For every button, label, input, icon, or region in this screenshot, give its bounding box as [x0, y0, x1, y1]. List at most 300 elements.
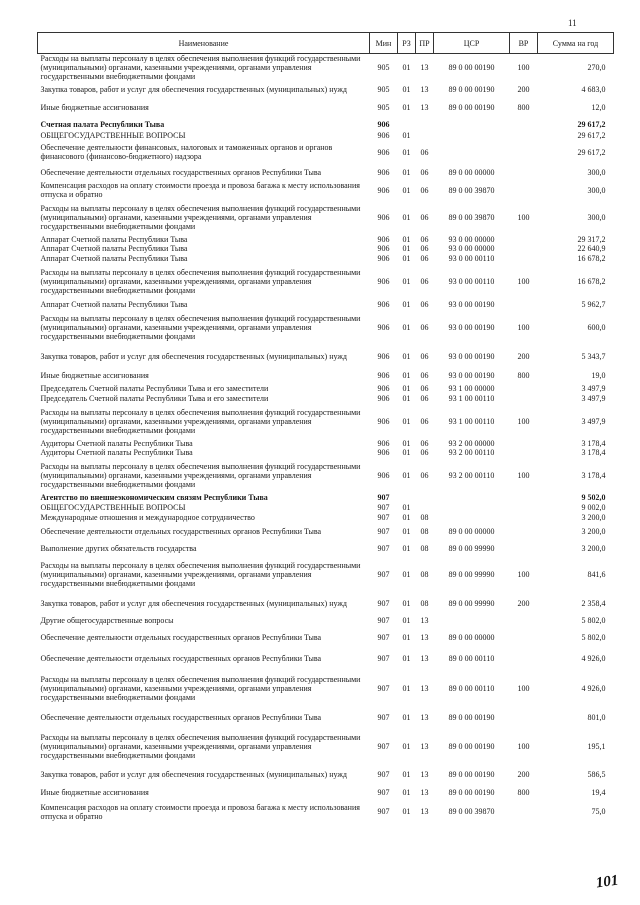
cell-min: 907: [377, 493, 390, 502]
cell-csr: 89 0 00 00000: [448, 168, 495, 177]
cell-min: 906: [377, 147, 390, 157]
cell-sum: 9 502,0: [581, 493, 606, 502]
cell-name: Обеспечение деятельности отдельных государственных органов Республики Тыва: [40, 632, 322, 642]
cell-csr: 89 0 00 99990: [448, 599, 495, 608]
cell-vr: [510, 164, 538, 181]
cell-csr: 89 0 00 39870: [448, 807, 495, 816]
cell-vr: [510, 181, 538, 199]
table-row: [38, 493, 614, 502]
cell-vr: 100: [517, 212, 530, 222]
cell-pr: 06: [420, 384, 429, 393]
table-row: [38, 263, 614, 299]
cell-vr: [510, 647, 538, 670]
cell-pr: 08: [420, 543, 429, 553]
cell-name: Расходы на выплаты персоналу в целях обеспечения выполнения функций государственными (муниципальными) органами, казенными учреждениями, органами управления государственными внебюджетными фондами: [40, 203, 361, 231]
cell-pr: 13: [420, 769, 429, 779]
cell-sum: 3 178,4: [581, 439, 606, 448]
cell-sum: 12,0: [591, 103, 606, 112]
cell-csr: 89 0 00 00190: [448, 63, 495, 72]
cell-pr: 13: [420, 63, 429, 72]
cell-csr: 89 0 00 00190: [448, 103, 495, 112]
cell-min: 906: [377, 439, 390, 448]
cell-vr: 100: [517, 684, 530, 693]
cell-name: Иные бюджетные ассигнования: [40, 788, 149, 797]
cell-name: Агентство по внешнеэкономическим связям Республики Тыва: [40, 493, 268, 502]
cell-csr: 93 0 00 00110: [448, 253, 495, 263]
table-header-row: [38, 33, 614, 54]
cell-rz: 01: [402, 63, 411, 72]
table-row: [38, 253, 614, 263]
cell-csr: 89 0 00 39870: [448, 212, 495, 222]
table-row: [38, 439, 614, 448]
cell-sum: 75,0: [591, 807, 606, 816]
cell-csr: [434, 117, 510, 131]
cell-pr: 13: [420, 103, 429, 112]
cell-pr: 08: [420, 526, 429, 536]
table-body: [38, 54, 614, 823]
cell-vr: [510, 493, 538, 502]
cell-rz: 01: [402, 212, 411, 222]
cell-pr: [416, 502, 434, 512]
cell-min: 906: [377, 235, 390, 244]
cell-vr: [510, 299, 538, 309]
cell-rz: 01: [402, 788, 411, 797]
table-row: [38, 299, 614, 309]
cell-vr: [510, 383, 538, 394]
table-row: [38, 614, 614, 627]
cell-csr: 93 0 00 00190: [448, 370, 495, 380]
cell-sum: 5 962,7: [581, 299, 606, 309]
cell-rz: 01: [402, 807, 411, 816]
cell-vr: 800: [517, 788, 530, 797]
cell-csr: 89 0 00 00000: [448, 526, 495, 536]
cell-min: 907: [377, 570, 390, 579]
cell-csr: 93 0 00 00190: [448, 351, 495, 361]
table-row: [38, 764, 614, 784]
table-row: [38, 728, 614, 764]
cell-csr: 89 0 00 00190: [448, 741, 495, 751]
cell-min: 906: [377, 119, 390, 129]
cell-csr: 89 0 00 99990: [448, 543, 495, 553]
cell-vr: 200: [517, 85, 530, 94]
cell-pr: [416, 117, 434, 131]
cell-pr: 06: [420, 168, 429, 177]
cell-sum: 29 317,2: [577, 235, 606, 244]
table-row: [38, 117, 614, 131]
cell-sum: 9 002,0: [581, 502, 606, 512]
cell-pr: 06: [420, 244, 429, 253]
cell-name: Расходы на выплаты персоналу в целях обеспечения выполнения функций государственными (муниципальными) органами, казенными учреждениями, органами управления государственными внебюджетными фондами: [40, 54, 361, 81]
cell-min: 905: [377, 103, 390, 112]
cell-vr: 100: [517, 276, 530, 286]
cell-csr: 93 2 00 00000: [448, 439, 495, 448]
cell-name: Аппарат Счетной палаты Республики Тыва: [40, 253, 188, 263]
cell-min: 907: [377, 788, 390, 797]
cell-name: Обеспечение деятельности финансовых, налоговых и таможенных органов и органов финансового (финансово-бюджетного) надзора: [40, 143, 333, 161]
cell-pr: 13: [420, 788, 429, 797]
cell-pr: 08: [420, 570, 429, 579]
cell-sum: 29 617,2: [577, 119, 606, 129]
cell-name: Обеспечение деятельности отдельных государственных органов Республики Тыва: [40, 713, 322, 722]
header-rz: РЗ: [398, 33, 416, 54]
cell-min: 907: [377, 526, 390, 536]
cell-sum: 19,0: [591, 370, 606, 380]
cell-pr: 13: [420, 684, 429, 693]
cell-sum: 16 678,2: [577, 253, 606, 263]
cell-rz: 01: [402, 235, 411, 244]
cell-sum: 3 497,9: [581, 416, 606, 426]
cell-min: 907: [377, 769, 390, 779]
cell-rz: 01: [402, 384, 411, 393]
cell-vr: [510, 512, 538, 522]
cell-min: 905: [377, 63, 390, 72]
cell-vr: 100: [517, 570, 530, 579]
cell-sum: 2 358,4: [581, 599, 606, 608]
cell-vr: [510, 117, 538, 131]
cell-pr: 06: [420, 370, 429, 380]
cell-rz: 01: [402, 299, 411, 309]
cell-vr: 100: [517, 322, 530, 332]
cell-pr: 13: [420, 632, 429, 642]
cell-pr: 06: [420, 416, 429, 426]
cell-min: 907: [377, 512, 390, 522]
cell-vr: 100: [517, 741, 530, 751]
cell-min: 906: [377, 416, 390, 426]
cell-min: 905: [377, 85, 390, 94]
cell-name: Закупка товаров, работ и услуг для обеспечения государственных (муниципальных) нужд: [40, 599, 347, 608]
cell-vr: [510, 801, 538, 822]
cell-csr: 93 2 00 00110: [448, 448, 495, 457]
cell-min: 907: [377, 502, 390, 512]
cell-min: 906: [377, 322, 390, 332]
table-row: [38, 345, 614, 367]
cell-sum: 5 802,0: [581, 616, 606, 625]
cell-name: Аудиторы Счетной палаты Республики Тыва: [40, 448, 193, 457]
cell-sum: 3 497,9: [581, 394, 606, 403]
cell-rz: 01: [402, 654, 411, 663]
cell-min: 906: [377, 470, 390, 480]
table-row: [38, 540, 614, 556]
table-row: [38, 199, 614, 235]
cell-rz: 01: [402, 741, 411, 751]
cell-name: Аппарат Счетной палаты Республики Тыва: [40, 244, 188, 253]
cell-vr: [510, 235, 538, 244]
cell-csr: 89 0 00 00190: [448, 788, 495, 797]
cell-min: 907: [377, 741, 390, 751]
cell-sum: 29 617,2: [577, 147, 606, 157]
cell-min: 906: [377, 448, 390, 457]
cell-rz: 01: [402, 244, 411, 253]
table-row: [38, 593, 614, 614]
cell-name: Обеспечение деятельности отдельных государственных органов Республики Тыва: [40, 526, 322, 536]
cell-pr: 13: [420, 616, 429, 625]
cell-vr: [510, 394, 538, 403]
table-row: [38, 54, 614, 82]
cell-csr: [434, 614, 510, 627]
cell-rz: 01: [402, 599, 411, 608]
cell-csr: 93 0 00 00190: [448, 322, 495, 332]
cell-rz: 01: [402, 147, 411, 157]
cell-csr: 89 0 00 99990: [448, 570, 495, 579]
cell-pr: 13: [420, 654, 429, 663]
table-row: [38, 244, 614, 253]
cell-sum: 5 802,0: [581, 632, 606, 642]
cell-rz: 01: [402, 616, 411, 625]
cell-pr: 06: [420, 299, 429, 309]
table-row: [38, 522, 614, 540]
cell-name: Расходы на выплаты персоналу в целях обеспечения выполнения функций государственными (муниципальными) органами, казенными учреждениями, органами управления государственными внебюджетными фондами: [40, 313, 361, 341]
cell-name: Аппарат Счетной палаты Республики Тыва: [40, 299, 188, 309]
cell-min: 907: [377, 684, 390, 693]
cell-csr: [434, 512, 510, 522]
cell-min: 906: [377, 168, 390, 177]
cell-rz: 01: [402, 394, 411, 403]
cell-pr: 06: [420, 439, 429, 448]
table-row: [38, 98, 614, 117]
cell-rz: 01: [402, 370, 411, 380]
budget-table: [37, 32, 614, 822]
cell-vr: 100: [517, 470, 530, 480]
cell-pr: 13: [420, 85, 429, 94]
cell-csr: 89 0 00 00110: [448, 684, 495, 693]
cell-min: 906: [377, 244, 390, 253]
cell-vr: 100: [517, 63, 530, 72]
cell-rz: 01: [402, 85, 411, 94]
cell-min: 907: [377, 807, 390, 816]
header-sum: Сумма на год: [538, 33, 614, 54]
cell-csr: 93 1 00 00000: [448, 384, 495, 393]
cell-vr: [510, 522, 538, 540]
cell-rz: 01: [402, 543, 411, 553]
cell-vr: 200: [517, 599, 530, 608]
cell-name: Компенсация расходов на оплату стоимости проезда и провоза багажа к месту использования отпуска и обратно: [40, 802, 360, 821]
cell-name: Иные бюджетные ассигнования: [40, 370, 149, 380]
cell-vr: [510, 502, 538, 512]
cell-name: Аудиторы Счетной палаты Республики Тыва: [40, 439, 193, 448]
cell-sum: 3 200,0: [581, 543, 606, 553]
cell-csr: 93 0 00 00110: [448, 276, 495, 286]
cell-csr: [434, 131, 510, 140]
cell-pr: 08: [420, 599, 429, 608]
cell-min: 907: [377, 599, 390, 608]
cell-sum: 300,0: [587, 185, 606, 195]
cell-vr: 100: [517, 416, 530, 426]
cell-rz: 01: [402, 502, 411, 512]
cell-min: 906: [377, 131, 390, 140]
table-row: [38, 457, 614, 493]
cell-sum: 22 640,9: [577, 244, 606, 253]
cell-min: 906: [377, 351, 390, 361]
table-row: [38, 502, 614, 512]
cell-csr: 89 0 00 00190: [448, 85, 495, 94]
table-row: [38, 383, 614, 394]
cell-pr: 06: [420, 448, 429, 457]
cell-min: 906: [377, 299, 390, 309]
cell-sum: 29 617,2: [577, 131, 606, 140]
cell-csr: 93 2 00 00110: [448, 470, 495, 480]
cell-pr: 06: [420, 212, 429, 222]
page-number: 11: [568, 18, 577, 28]
cell-vr: [510, 253, 538, 263]
handwritten-page-mark: 101: [594, 872, 620, 892]
cell-rz: 01: [402, 253, 411, 263]
cell-pr: 06: [420, 185, 429, 195]
table-row: [38, 309, 614, 345]
cell-vr: [510, 140, 538, 164]
cell-name: Обеспечение деятельности отдельных государственных органов Республики Тыва: [40, 654, 322, 663]
cell-name: Председатель Счетной палаты Республики Тыва и его заместители: [40, 384, 269, 393]
cell-rz: 01: [402, 439, 411, 448]
cell-name: Председатель Счетной палаты Республики Тыва и его заместители: [40, 394, 269, 403]
cell-sum: 300,0: [587, 168, 606, 177]
cell-pr: 06: [420, 276, 429, 286]
header-vr: ВР: [510, 33, 538, 54]
cell-sum: 600,0: [587, 322, 606, 332]
cell-vr: [510, 131, 538, 140]
table-row: [38, 784, 614, 801]
cell-rz: 01: [402, 448, 411, 457]
cell-csr: 93 1 00 00110: [448, 416, 495, 426]
cell-vr: [510, 627, 538, 647]
cell-min: 906: [377, 185, 390, 195]
cell-sum: 3 200,0: [581, 512, 606, 522]
cell-sum: 300,0: [587, 212, 606, 222]
cell-name: Закупка товаров, работ и услуг для обеспечения государственных (муниципальных) нужд: [40, 769, 347, 779]
cell-sum: 4 926,0: [581, 654, 606, 663]
cell-name: Расходы на выплаты персоналу в целях обеспечения выполнения функций государственными (муниципальными) органами, казенными учреждениями, органами управления государственными внебюджетными фондами: [40, 461, 361, 489]
cell-vr: 200: [517, 351, 530, 361]
cell-name: ОБЩЕГОСУДАРСТВЕННЫЕ ВОПРОСЫ: [40, 131, 186, 140]
cell-sum: 586,5: [587, 769, 606, 779]
cell-csr: 89 0 00 00190: [448, 713, 495, 722]
cell-csr: [434, 502, 510, 512]
cell-sum: 3 178,4: [581, 470, 606, 480]
header-name: Наименование: [38, 33, 370, 54]
table-row: [38, 164, 614, 181]
header-min: Мин: [370, 33, 398, 54]
cell-vr: [510, 439, 538, 448]
header-csr: ЦСР: [434, 33, 510, 54]
cell-vr: [510, 614, 538, 627]
cell-min: 907: [377, 713, 390, 722]
cell-name: Расходы на выплаты персоналу в целях обеспечения выполнения функций государственными (муниципальными) органами, казенными учреждениями, органами управления государственными внебюджетными фондами: [40, 561, 361, 588]
cell-rz: 01: [402, 512, 411, 522]
cell-vr: 200: [517, 769, 530, 779]
cell-pr: 06: [420, 351, 429, 361]
cell-rz: 01: [402, 276, 411, 286]
cell-vr: [510, 540, 538, 556]
table-row: [38, 81, 614, 98]
cell-csr: 89 0 00 39870: [448, 185, 495, 195]
cell-vr: [510, 244, 538, 253]
cell-pr: 08: [420, 512, 429, 522]
table-row: [38, 707, 614, 728]
cell-name: Закупка товаров, работ и услуг для обеспечения государственных (муниципальных) нужд: [40, 85, 347, 94]
cell-pr: [416, 493, 434, 502]
cell-pr: 06: [420, 470, 429, 480]
cell-rz: 01: [402, 351, 411, 361]
cell-min: 906: [377, 384, 390, 393]
cell-csr: 93 0 00 00000: [448, 244, 495, 253]
cell-min: 906: [377, 253, 390, 263]
cell-csr: 93 0 00 00190: [448, 299, 495, 309]
cell-name: Расходы на выплаты персоналу в целях обеспечения выполнения функций государственными (муниципальными) органами, казенными учреждениями, органами управления государственными внебюджетными фондами: [40, 675, 361, 702]
table-row: [38, 647, 614, 670]
cell-min: 906: [377, 276, 390, 286]
cell-sum: 19,4: [591, 788, 606, 797]
cell-name: Компенсация расходов на оплату стоимости проезда и провоза багажа к месту использования отпуска и обратно: [40, 181, 360, 199]
table-row: [38, 140, 614, 164]
cell-sum: 16 678,2: [577, 276, 606, 286]
cell-sum: 5 343,7: [581, 351, 606, 361]
table-row: [38, 403, 614, 439]
cell-name: Иные бюджетные ассигнования: [40, 103, 149, 112]
cell-sum: 270,0: [587, 63, 606, 72]
cell-name: Международные отношения и международное сотрудничество: [40, 512, 255, 522]
cell-pr: 06: [420, 394, 429, 403]
cell-name: Обеспечение деятельности отдельных государственных органов Республики Тыва: [40, 168, 322, 177]
table-row: [38, 394, 614, 403]
cell-name: Другие общегосударственные вопросы: [40, 616, 174, 625]
cell-min: 906: [377, 370, 390, 380]
cell-rz: 01: [402, 131, 411, 140]
cell-pr: 06: [420, 147, 429, 157]
cell-name: Расходы на выплаты персоналу в целях обеспечения выполнения функций государственными (муниципальными) органами, казенными учреждениями, органами управления государственными внебюджетными фондами: [40, 407, 361, 435]
cell-name: Выполнение других обязательств государства: [40, 543, 197, 553]
cell-rz: 01: [402, 103, 411, 112]
cell-rz: 01: [402, 684, 411, 693]
cell-min: 907: [377, 654, 390, 663]
cell-name: Расходы на выплаты персоналу в целях обеспечения выполнения функций государственными (муниципальными) органами, казенными учреждениями, органами управления государственными внебюджетными фондами: [40, 732, 361, 760]
cell-rz: 01: [402, 526, 411, 536]
cell-rz: 01: [402, 322, 411, 332]
cell-min: 906: [377, 394, 390, 403]
cell-pr: 06: [420, 322, 429, 332]
cell-rz: 01: [402, 470, 411, 480]
table-row: [38, 627, 614, 647]
cell-rz: 01: [402, 713, 411, 722]
cell-sum: 3 200,0: [581, 526, 606, 536]
cell-pr: 13: [420, 807, 429, 816]
cell-sum: 4 683,0: [581, 85, 606, 94]
cell-min: 907: [377, 543, 390, 553]
cell-vr: [510, 707, 538, 728]
cell-sum: 3 497,9: [581, 384, 606, 393]
cell-name: Аппарат Счетной палаты Республики Тыва: [40, 235, 188, 244]
cell-pr: 06: [420, 253, 429, 263]
cell-name: Расходы на выплаты персоналу в целях обеспечения выполнения функций государственными (муниципальными) органами, казенными учреждениями, органами управления государственными внебюджетными фондами: [40, 267, 361, 295]
cell-csr: 89 0 00 00110: [448, 654, 495, 663]
cell-csr: 89 0 00 00190: [448, 769, 495, 779]
table-row: [38, 801, 614, 822]
cell-pr: 06: [420, 235, 429, 244]
cell-rz: 01: [402, 168, 411, 177]
cell-pr: 13: [420, 713, 429, 722]
cell-rz: [398, 493, 416, 502]
table-row: [38, 670, 614, 707]
cell-rz: 01: [402, 632, 411, 642]
cell-pr: [416, 131, 434, 140]
cell-sum: 3 178,4: [581, 448, 606, 457]
cell-rz: 01: [402, 769, 411, 779]
cell-name: Счетная палата Республики Тыва: [40, 119, 165, 129]
cell-min: 906: [377, 212, 390, 222]
table-row: [38, 512, 614, 522]
table-row: [38, 556, 614, 593]
cell-csr: [434, 493, 510, 502]
cell-sum: 841,6: [587, 570, 606, 579]
header-pr: ПР: [416, 33, 434, 54]
